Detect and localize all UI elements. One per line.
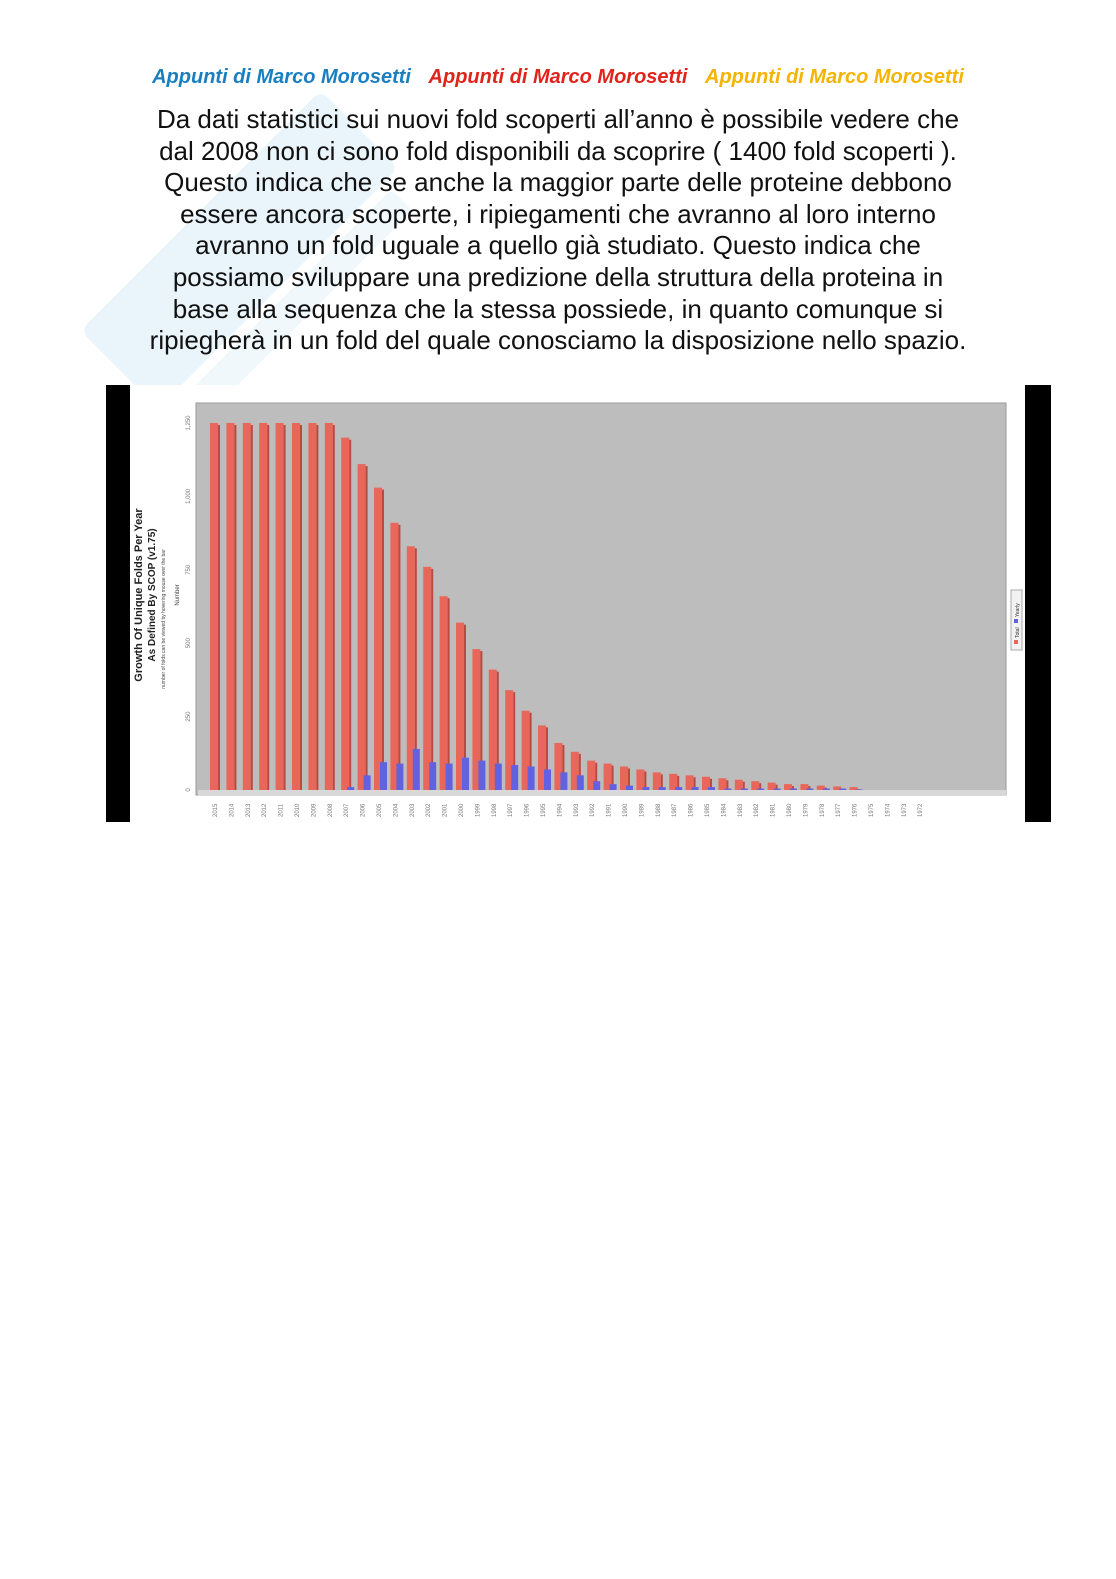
bar-total-side (382, 490, 384, 790)
y-tick-label: 1,000 (186, 488, 192, 504)
x-tick-label: 1978 (819, 803, 826, 817)
x-tick-label: 1975 (869, 803, 875, 817)
bar-total-side (267, 425, 269, 790)
x-tick-label: 2008 (327, 803, 334, 817)
bar-yearly[interactable] (839, 789, 846, 790)
bar-total-side (349, 440, 351, 790)
bar-yearly[interactable] (462, 758, 469, 790)
bar-yearly[interactable] (544, 769, 551, 790)
header-credit-blue: Appunti di Marco Morosetti (152, 66, 411, 88)
x-tick-label: 2012 (262, 803, 269, 817)
x-tick-label: 1989 (639, 803, 646, 817)
folds-bar-chart (106, 385, 1051, 822)
x-tick-label: 2011 (278, 804, 285, 817)
x-tick-label: 1998 (491, 803, 498, 817)
bar-yearly[interactable] (347, 787, 354, 790)
bar-total[interactable] (308, 423, 316, 790)
chart-figure (106, 385, 1051, 822)
header-credit-red: Appunti di Marco Morosetti (428, 66, 688, 88)
bar-yearly[interactable] (692, 787, 699, 790)
bar-total-side (218, 425, 220, 790)
right-frame-bar (1025, 385, 1051, 822)
legend-swatch-yearly (1014, 619, 1018, 623)
bar-yearly[interactable] (626, 786, 633, 790)
y-tick-label: 750 (186, 564, 192, 575)
x-tick-label: 1993 (573, 803, 580, 817)
x-tick-label: 2002 (426, 803, 433, 817)
x-tick-label: 1991 (606, 803, 613, 817)
body-line: Da dati statistici sui nuovi fold scoperti all’anno è possibile vedere che (156, 104, 960, 134)
x-tick-label: 1995 (541, 803, 547, 817)
plot-floor (198, 790, 1006, 796)
bar-yearly[interactable] (806, 789, 813, 790)
y-tick-label: 0 (186, 788, 192, 792)
bar-total-side (284, 425, 286, 790)
y-tick-label: 1,250 (186, 415, 192, 431)
body-line: ripiegherà in un fold del quale conosciamo la disposizione nello spazio. (149, 325, 967, 356)
x-tick-label: 1987 (672, 803, 679, 817)
bar-total[interactable] (423, 567, 431, 790)
legend-swatch-total (1014, 640, 1018, 644)
header-credit-yellow: Appunti di Marco Morosetti (705, 66, 964, 88)
bar-yearly[interactable] (577, 775, 584, 790)
bar-total[interactable] (292, 423, 300, 790)
x-tick-label: 2003 (409, 803, 416, 817)
x-tick-label: 1990 (623, 803, 629, 817)
x-tick-label: 1976 (852, 803, 859, 817)
y-axis-label: Number (175, 584, 181, 606)
bar-total-side (316, 425, 318, 790)
bar-yearly[interactable] (429, 762, 436, 790)
x-tick-label: 2013 (245, 803, 252, 817)
legend-label-total: Total (1015, 627, 1021, 638)
bar-total[interactable] (636, 769, 644, 790)
bar-total-side (398, 525, 400, 790)
x-tick-label: 2001 (442, 803, 449, 817)
x-tick-label: 1985 (705, 803, 711, 817)
x-tick-label: 2004 (393, 803, 400, 817)
bar-yearly[interactable] (396, 764, 403, 790)
x-tick-label: 2005 (377, 803, 383, 817)
x-tick-label: 2010 (295, 803, 301, 817)
bar-total[interactable] (341, 438, 349, 790)
bar-yearly[interactable] (708, 787, 715, 790)
bar-yearly[interactable] (511, 765, 518, 790)
chart-legend (1011, 590, 1022, 650)
bar-yearly[interactable] (446, 764, 453, 790)
y-tick-label: 250 (186, 711, 192, 722)
x-tick-label: 1973 (901, 803, 908, 817)
body-line: avranno un fold uguale a quello già studiato. Questo indica che (195, 230, 921, 261)
x-tick-label: 1997 (508, 803, 515, 817)
bar-total[interactable] (210, 423, 218, 790)
x-tick-label: 1994 (557, 803, 564, 817)
body-line: possiamo sviluppare una predizione della struttura della proteina in (172, 261, 944, 292)
bar-yearly[interactable] (823, 789, 830, 790)
body-line: dal 2008 non ci sono fold disponibili da scoprire ( 1400 fold scoperti ). (159, 135, 957, 166)
body-paragraph (60, 104, 1056, 357)
bar-total[interactable] (243, 423, 251, 790)
chart-subtitle: As Defined By SCOP (v1.75) (147, 528, 158, 662)
bar-total[interactable] (374, 488, 382, 790)
x-tick-label: 2015 (213, 803, 219, 817)
bar-yearly[interactable] (528, 767, 535, 790)
x-tick-label: 2000 (459, 803, 465, 817)
bar-yearly[interactable] (610, 784, 617, 790)
bar-total-side (431, 569, 433, 790)
legend-label-yearly: Yearly (1015, 603, 1021, 617)
bar-yearly[interactable] (757, 789, 764, 790)
left-frame-bar (106, 385, 130, 822)
chart-title: Growth Of Unique Folds Per Year (133, 508, 145, 682)
y-tick-label: 500 (186, 638, 192, 649)
bar-yearly[interactable] (741, 789, 748, 790)
bar-total-side (366, 466, 368, 790)
x-tick-label: 1980 (787, 803, 793, 817)
bar-total[interactable] (440, 596, 448, 790)
bar-yearly[interactable] (642, 787, 649, 790)
bar-total-side (251, 425, 253, 790)
x-tick-label: 2007 (344, 803, 351, 817)
page-header (0, 66, 1116, 89)
x-tick-label: 1981 (770, 803, 777, 817)
bar-total[interactable] (325, 423, 333, 790)
bar-yearly[interactable] (790, 789, 797, 790)
bar-yearly[interactable] (774, 789, 781, 790)
bar-yearly[interactable] (856, 789, 863, 790)
bar-yearly[interactable] (675, 787, 682, 790)
bar-total[interactable] (735, 780, 743, 790)
x-tick-label: 2014 (229, 803, 236, 817)
bar-yearly[interactable] (364, 775, 371, 790)
body-line: Questo indica che se anche la maggior parte delle proteine debbono (164, 167, 952, 198)
chart-note: number of folds can be viewed by hovering mouse over the bar (161, 549, 167, 689)
x-tick-label: 1982 (754, 803, 761, 817)
bar-total-side (234, 425, 236, 790)
bar-total[interactable] (390, 523, 398, 790)
bar-yearly[interactable] (495, 764, 502, 790)
bar-yearly[interactable] (413, 749, 420, 790)
bar-total-side (448, 598, 450, 790)
x-tick-label: 2009 (311, 803, 318, 817)
bar-yearly[interactable] (560, 772, 567, 790)
bar-total-side (300, 425, 302, 790)
bar-total[interactable] (718, 778, 726, 790)
x-tick-label: 1986 (688, 803, 695, 817)
x-tick-label: 2006 (360, 803, 367, 817)
bar-yearly[interactable] (380, 762, 387, 790)
x-tick-label: 1992 (590, 803, 597, 817)
body-line: base alla sequenza che la stessa possiede, in quanto comunque si (172, 293, 944, 324)
x-tick-label: 1972 (918, 803, 925, 817)
bar-total[interactable] (358, 464, 366, 790)
bar-total[interactable] (276, 423, 284, 790)
bar-total[interactable] (259, 423, 267, 790)
bar-yearly[interactable] (593, 781, 600, 790)
bar-total-side (333, 425, 335, 790)
x-tick-label: 1979 (803, 803, 810, 817)
bar-total[interactable] (226, 423, 234, 790)
x-tick-label: 1974 (885, 803, 892, 817)
x-tick-label: 1988 (655, 803, 662, 817)
bar-yearly[interactable] (478, 761, 485, 790)
bar-yearly[interactable] (659, 787, 666, 790)
x-tick-label: 1984 (721, 803, 728, 817)
x-tick-label: 1996 (524, 803, 531, 817)
x-tick-label: 1999 (475, 803, 482, 817)
x-tick-label: 1983 (737, 803, 744, 817)
x-tick-label: 1977 (836, 803, 843, 817)
bar-yearly[interactable] (724, 789, 731, 790)
body-line: essere ancora scoperte, i ripiegamenti che avranno al loro interno (180, 198, 936, 229)
